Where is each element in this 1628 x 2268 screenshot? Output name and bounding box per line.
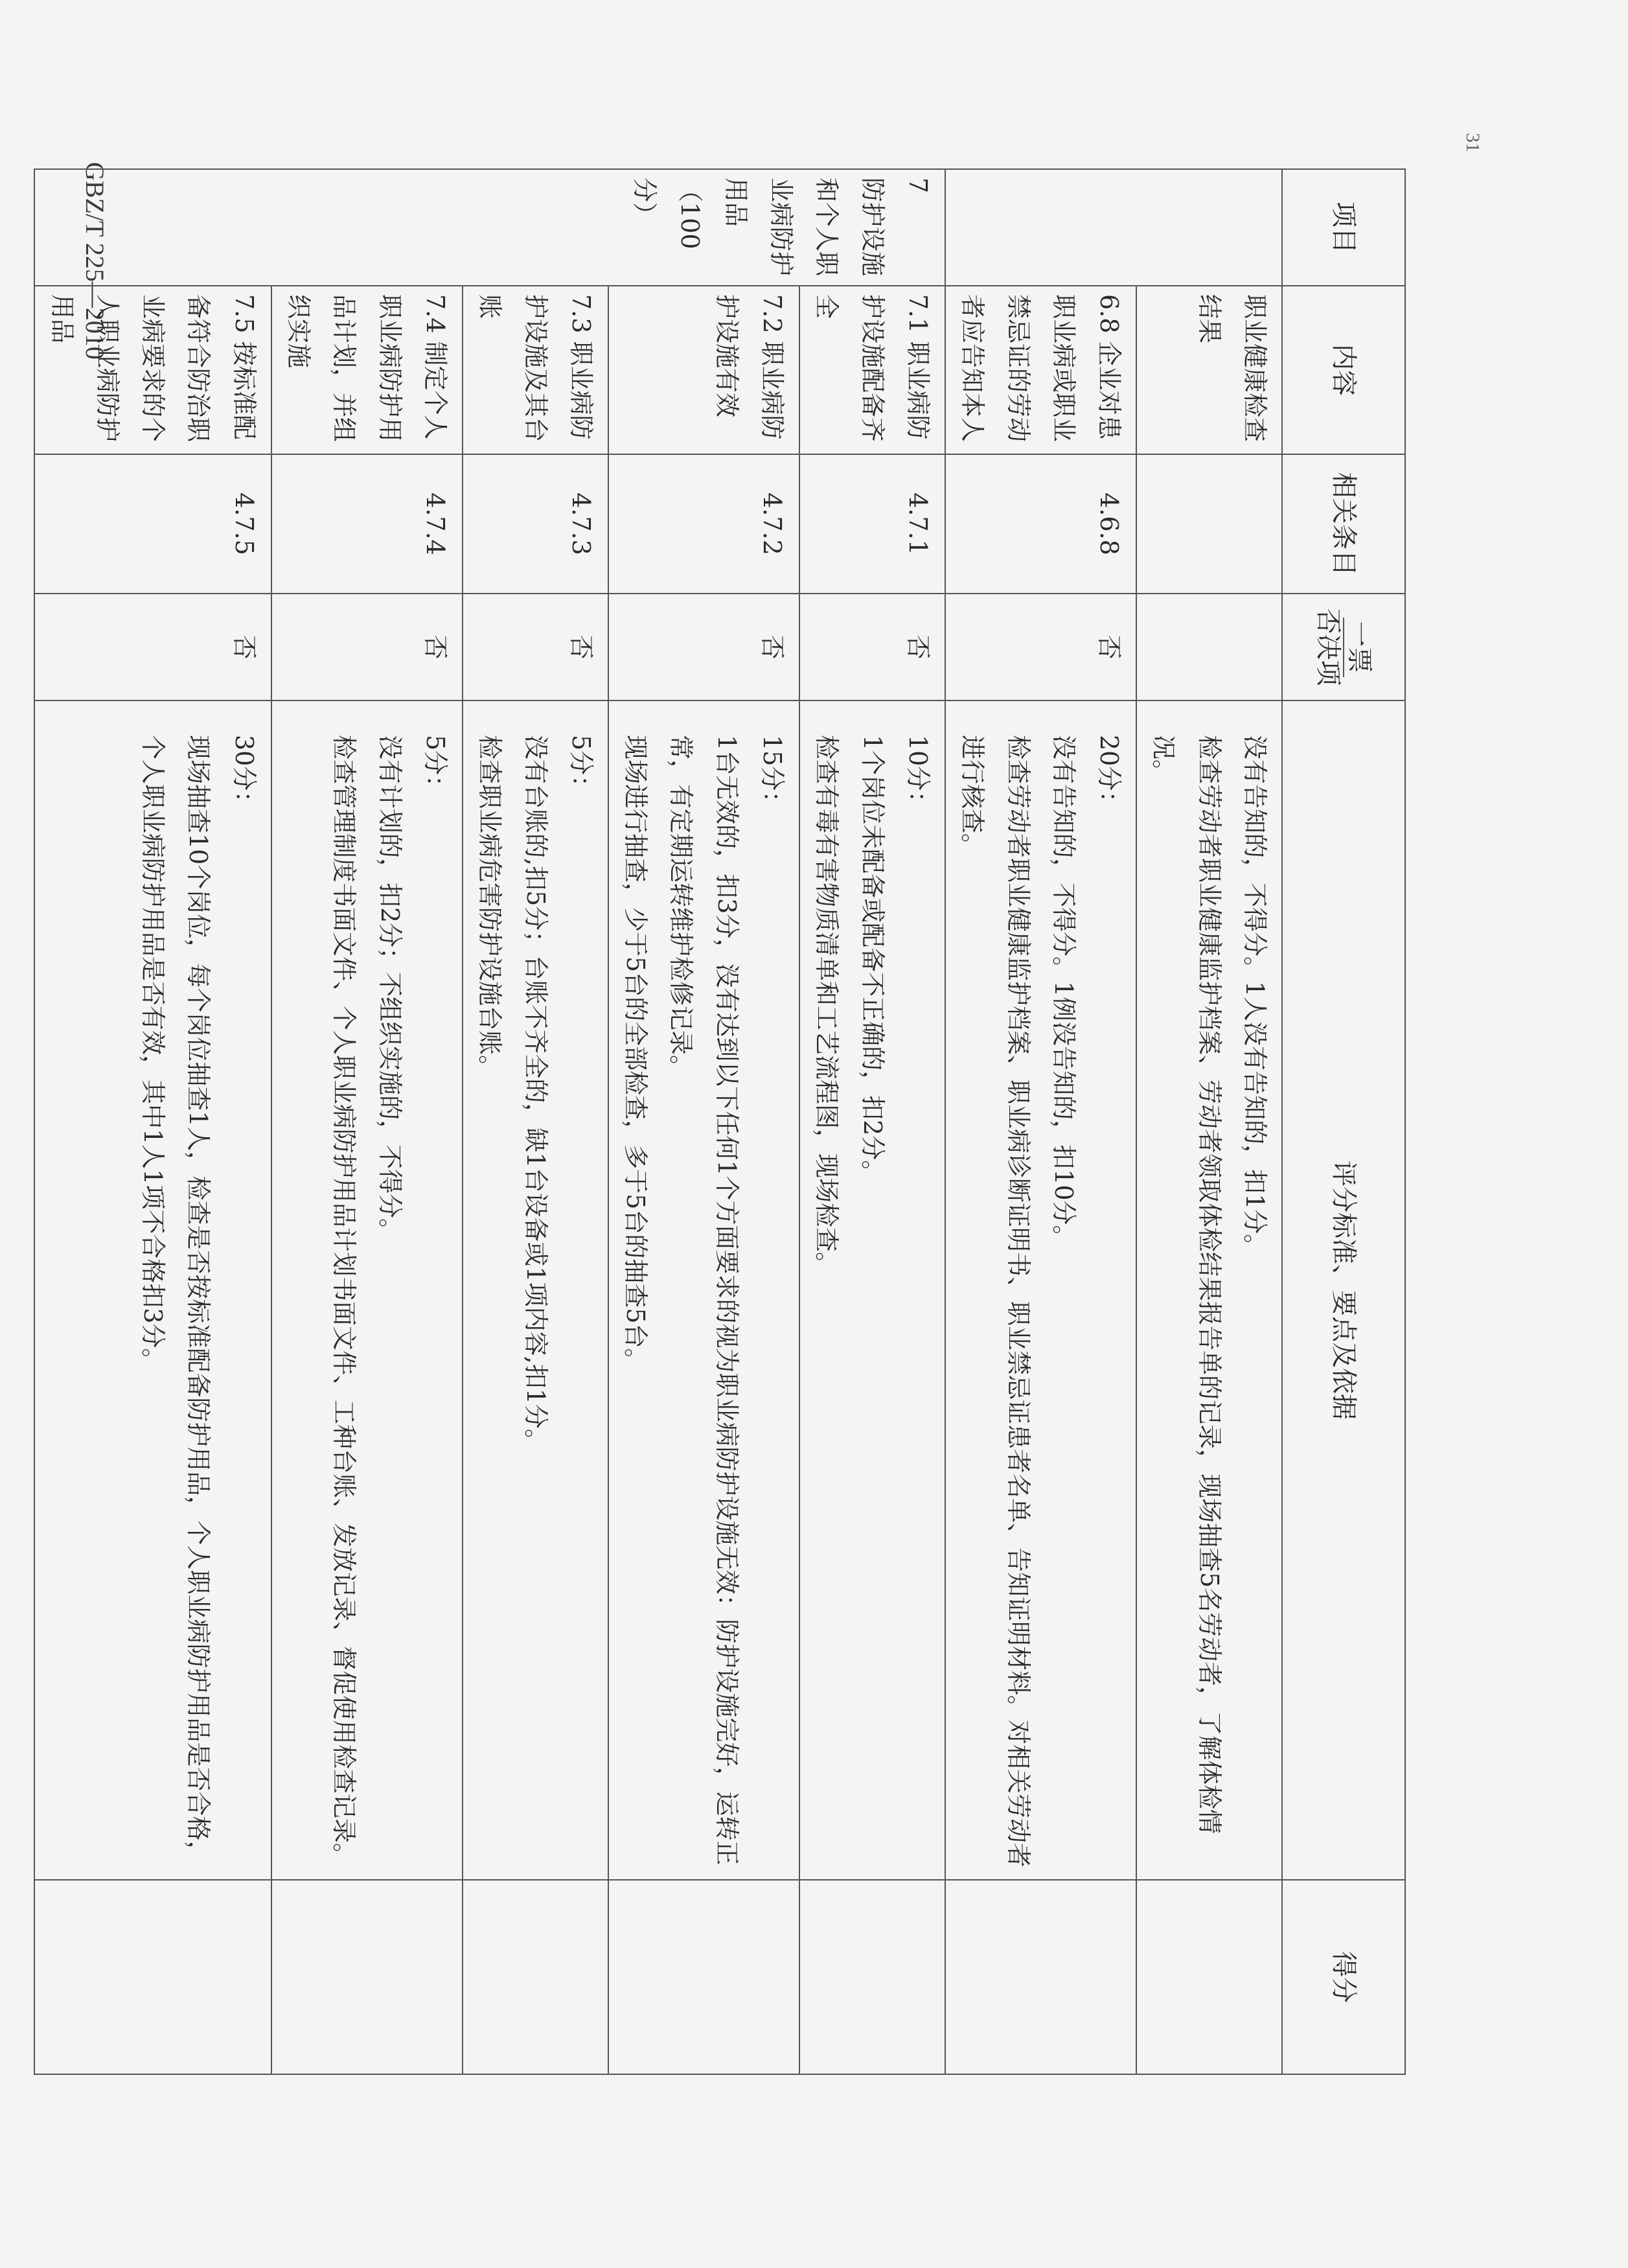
table-row (608, 169, 799, 2074)
standard-code: GBZ/T 225—2010 (80, 162, 109, 360)
criteria-cell (799, 700, 945, 1880)
criteria-line: 检查劳动者职业健康监护档案、职业病诊断证明书、职业禁忌证患者名单、告知证明材料。对相关劳动者进行核查。 (958, 735, 1033, 1868)
criteria-line: 5分： (566, 735, 595, 800)
content-cell: 7.3 职业病防护设施及其台账 (463, 286, 608, 454)
criteria-line: 10分： (903, 735, 932, 816)
criteria-line: 检查职业病危害防护设施台账。 (476, 735, 505, 1080)
criteria-line: 1台无效的，扣3分，没有达到以下任何1个方面要求的视为职业病防护设施无效：防护设施完好，运转正常，有定期运转维护检修记录。 (667, 735, 741, 1866)
table-row (34, 169, 271, 2074)
criteria-line: 没有台账的,扣5分；台账不齐全的，缺1台设备或1项内容,扣1分。 (521, 735, 550, 1453)
item-cell-empty (1136, 169, 1282, 286)
content-cell: 6.8 企业对患职业病或职业禁忌证的劳动者应告知本人 (945, 286, 1136, 454)
criteria-cell (1136, 700, 1282, 1880)
criteria-line: 检查管理制度书面文件、个人职业病防护用品计划书面文件、工种台账、发放记录、督促使用检查记录。 (330, 735, 359, 1868)
col-header-veto (1282, 594, 1405, 700)
col-header-item: 项目 (1282, 169, 1405, 286)
criteria-line: 1个岗位未配备或配备不正确的，扣2分。 (858, 735, 887, 1185)
table-row (1136, 169, 1282, 2074)
criteria-line: 没有告知的，不得分。1例没告知的，扣10分。 (1049, 735, 1078, 1250)
score-cell (799, 1880, 945, 2074)
veto-cell (1136, 594, 1282, 700)
criteria-cell (463, 700, 608, 1880)
criteria-line: 没有计划的，扣2分；不组织实施的，不得分。 (375, 735, 404, 1244)
criteria-line: 30分： (229, 735, 258, 816)
clause-cell: 4.7.5 (34, 454, 271, 594)
col-header-criteria: 评分标准、要点及依据 (1282, 700, 1405, 1880)
clause-cell (1136, 454, 1282, 594)
score-cell (271, 1880, 463, 2074)
clause-cell: 4.7.3 (463, 454, 608, 594)
criteria-cell (945, 700, 1136, 1880)
clause-cell: 4.6.8 (945, 454, 1136, 594)
table-row (271, 169, 463, 2074)
criteria-cell (608, 700, 799, 1880)
veto-cell: 否 (271, 594, 463, 700)
score-cell (1136, 1880, 1282, 2074)
score-cell (463, 1880, 608, 2074)
content-cell: 7.2 职业病防护设施有效 (608, 286, 799, 454)
veto-cell: 否 (34, 594, 271, 700)
veto-header-line2: 否决项 (1313, 608, 1343, 686)
table-row (463, 169, 608, 2074)
clause-cell: 4.7.2 (608, 454, 799, 594)
criteria-line: 15分： (758, 735, 787, 816)
col-header-score: 得分 (1282, 1880, 1405, 2074)
table-row (799, 169, 945, 2074)
content-cell: 7.1 职业病防护设施配备齐全 (799, 286, 945, 454)
section-points: （100分） (630, 178, 705, 249)
clause-cell: 4.7.4 (271, 454, 463, 594)
criteria-line: 5分： (420, 735, 450, 800)
veto-cell: 否 (608, 594, 799, 700)
score-cell (945, 1880, 1136, 2074)
criteria-line: 20分： (1095, 735, 1124, 816)
header-row (1282, 169, 1405, 2074)
content-cell: 7.4 制定个人职业病防护用品计划，并组织实施 (271, 286, 463, 454)
score-cell (34, 1880, 271, 2074)
page-number: 31 (1462, 133, 1484, 152)
criteria-cell (34, 700, 271, 1880)
table-row (945, 169, 1136, 2074)
criteria-line: 现场抽查10个岗位，每个岗位抽查1人，检查是否按标准配备防护用品，个人职业病防护用品是否合格，个人职业病防护用品是否有效，其中1人1项不合格扣3分。 (139, 735, 213, 1866)
section-number: 7 (903, 178, 932, 194)
content-cell: 职业健康检查结果 (1136, 286, 1282, 454)
criteria-line: 检查有毒有害物质清单和工艺流程图，现场检查。 (812, 735, 842, 1277)
criteria-line: 现场进行抽查，少于5台的全部检查，多于5台的抽查5台。 (621, 735, 650, 1373)
criteria-line: 没有告知的，不得分。1人没有告知的，扣1分。 (1241, 735, 1269, 1259)
col-header-clause: 相关条目 (1282, 454, 1405, 594)
criteria-line: 检查劳动者职业健康监护档案、劳动者领取体检结果报告单的记录，现场抽查5名劳动者，了解体检情况。 (1149, 735, 1224, 1834)
veto-cell: 否 (945, 594, 1136, 700)
item-cell-empty (945, 169, 1136, 286)
clause-cell: 4.7.1 (799, 454, 945, 594)
section-title: 防护设施和个人职业病防护用品 (721, 178, 887, 277)
criteria-cell (271, 700, 463, 1880)
veto-cell: 否 (799, 594, 945, 700)
veto-cell: 否 (463, 594, 608, 700)
scoring-table (34, 168, 1406, 2075)
section-7-cell (34, 169, 945, 286)
score-cell (608, 1880, 799, 2074)
veto-header-line1: 一票 (1343, 618, 1374, 677)
col-header-content: 内容 (1282, 286, 1405, 454)
content-cell: 7.5 按标准配备符合防治职业病要求的个人职业病防护用品 (34, 286, 271, 454)
